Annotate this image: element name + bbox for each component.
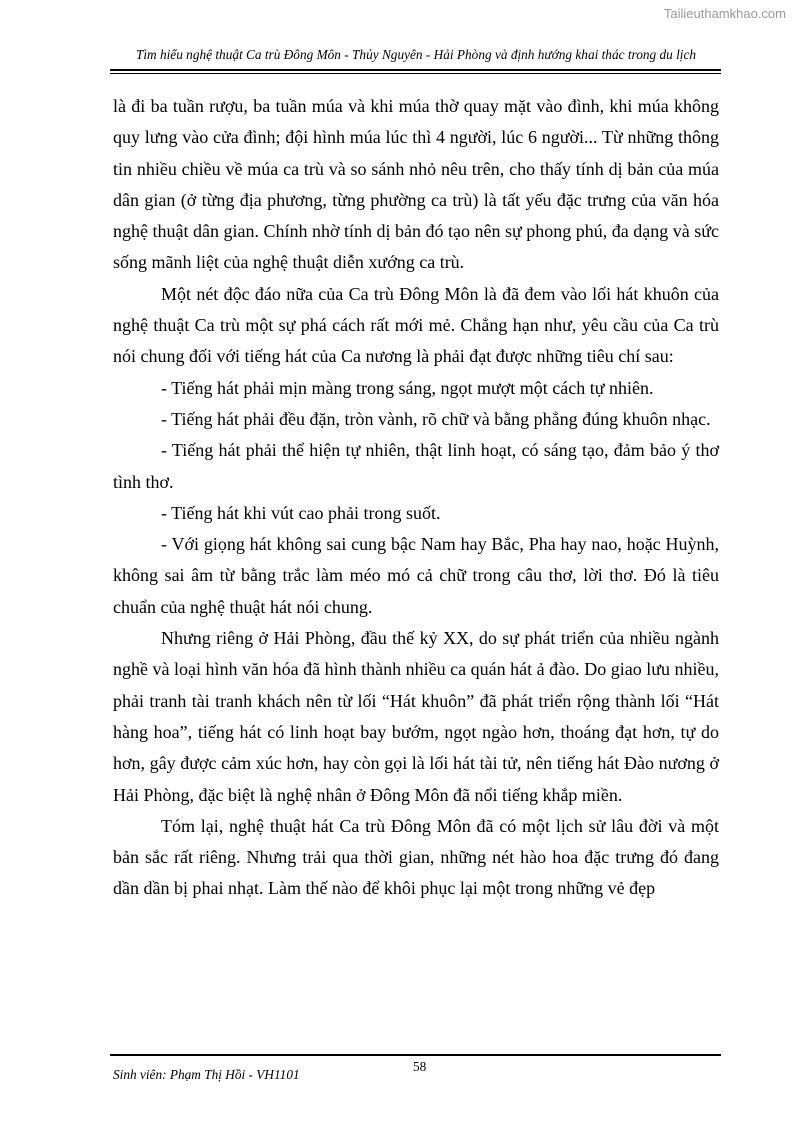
list-item: - Với giọng hát không sai cung bậc Nam hay Bắc, Pha hay nao, hoặc Huỳnh, không sai âm từ bằng trắc làm méo mó cả chữ trong câu thơ, lời thơ. Đó là tiêu chuẩn của nghệ thuật hát nói chung.: [113, 534, 719, 617]
list-item: - Tiếng hát khi vút cao phải trong suốt.: [161, 502, 441, 523]
paragraph: Nhưng riêng ở Hải Phòng, đầu thế kỷ XX, do sự phát triển của nhiều ngành nghề và loại hình văn hóa đã hình thành nhiều ca quán hát ả đào. Do giao lưu nhiều, phải tranh tài tranh khách nên từ lối “Hát khuôn” đã phát triển rộng thành lối “Hát hàng hoa”, tiếng hát có linh hoạt bay bướm, ngọt ngào hơn, thoáng đạt hơn, tự do hơn, gây được cảm xúc hơn, hay còn gọi là lối hát tài tử, nên tiếng hát Đào nương ở Hải Phòng, đặc biệt là nghệ nhân ở Đông Môn đã nổi tiếng khắp miền.: [113, 628, 719, 805]
watermark: Tailieuthamkhao.com: [663, 6, 786, 21]
page-body: [113, 91, 719, 905]
list-item: - Tiếng hát phải thể hiện tự nhiên, thật linh hoạt, có sáng tạo, đảm bảo ý thơ tình thơ.: [113, 440, 719, 492]
header-rule-thin: [110, 73, 721, 74]
running-header: Tìm hiểu nghệ thuật Ca trù Đông Môn - Thủy Nguyên - Hải Phòng và định hướng khai thác trong du lịch: [135, 47, 697, 62]
footer-author: Sinh viên: Phạm Thị Hồi - VH1101: [113, 1067, 300, 1082]
footer-rule: [110, 1054, 721, 1056]
header-rule: [110, 69, 721, 71]
page-number: 58: [413, 1059, 427, 1074]
paragraph: Tóm lại, nghệ thuật hát Ca trù Đông Môn đã có một lịch sử lâu đời và một bản sắc rất riêng. Nhưng trải qua thời gian, những nét hào hoa đặc trưng đó đang dần dần bị phai nhạt. Làm thế nào để khôi phục lại một trong những vẻ đẹp: [113, 815, 719, 899]
paragraph: Một nét độc đáo nữa của Ca trù Đông Môn là đã đem vào lối hát khuôn của nghệ thuật Ca trù một sự phá cách rất mới mẻ. Chẳng hạn như, yêu cầu của Ca trù nói chung đối với tiếng hát của Ca nương là phải đạt được những tiêu chí sau:: [113, 283, 719, 367]
list-item: - Tiếng hát phải đều đặn, tròn vành, rõ chữ và bằng phẳng đúng khuôn nhạc.: [161, 408, 711, 429]
paragraph: là đi ba tuần rượu, ba tuần múa và khi múa thờ quay mặt vào đình, khi múa không quy lưng vào cửa đình; đội hình múa lúc thì 4 người, lúc 6 người... Từ những thông tin nhiều chiều về múa ca trù và so sánh nhỏ nêu trên, cho thấy tính dị bản của múa dân gian (ở từng địa phương, từng phường ca trù) là tất yếu đặc trưng của văn hóa nghệ thuật dân gian. Chính nhờ tính dị bản đó tạo nên sự phong phú, đa dạng và sức sống mãnh liệt của nghệ thuật diễn xướng ca trù.: [113, 96, 719, 273]
list-item: - Tiếng hát phải mịn màng trong sáng, ngọt mượt một cách tự nhiên.: [161, 377, 654, 398]
